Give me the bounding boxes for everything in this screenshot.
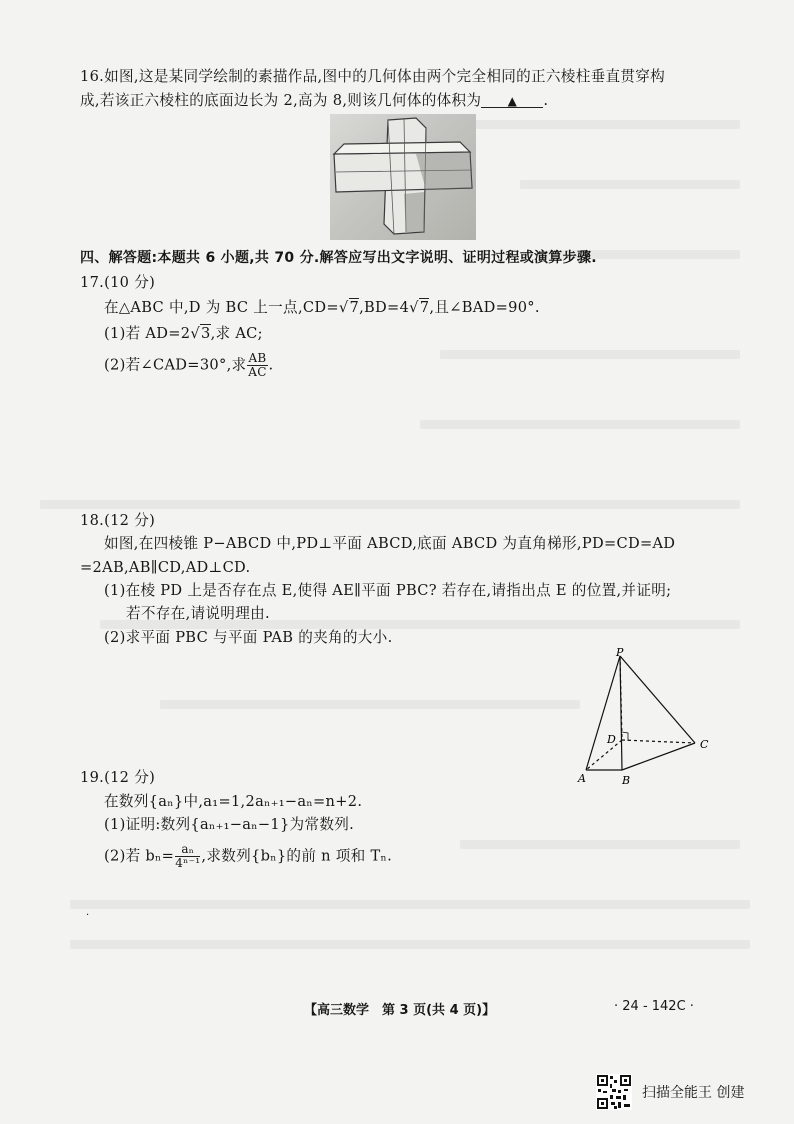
q18-part-2: (2)求平面 PBC 与平面 PAB 的夹角的大小. (104, 629, 393, 646)
q17-part2-a: (2)若∠CAD=30°,求 (104, 356, 247, 374)
page-footer: 【高三数学 第 3 页(共 4 页)】 (304, 1003, 496, 1018)
fraction-denominator: AC (248, 365, 267, 379)
sketch-photo (330, 114, 476, 240)
q19-part2-b: ,求数列{bₙ}的前 n 项和 Tₙ. (201, 847, 393, 865)
q18-part-1-line-2: 若不存在,请说明理由. (126, 605, 270, 622)
label-c: C (700, 738, 709, 751)
sqrt-3: 3 (200, 325, 211, 342)
q19-header: 19.(12 分) (80, 769, 156, 786)
q17-part-2 (104, 352, 273, 379)
label-p: P (616, 646, 624, 659)
blank-mark: ▲ (507, 94, 518, 108)
q17-part1-b: ,求 AC; (210, 325, 263, 342)
answer-blank (481, 90, 543, 108)
q19-part-2 (104, 843, 392, 870)
pyramid-figure (560, 646, 720, 791)
q18-header: 18.(12 分) (80, 512, 156, 529)
label-d: D (607, 733, 616, 746)
paper-code: · 24 - 142C · (614, 999, 694, 1014)
q17-stem: 在△ABC 中,D 为 BC 上一点,CD=√7,BD=4√7,且∠BAD=90°. (104, 299, 540, 316)
fraction-numerator: aₙ (175, 843, 200, 857)
fraction-ab-ac (247, 352, 267, 379)
fraction-numerator: AB (248, 351, 267, 365)
q19-part2-a: (2)若 bₙ= (104, 847, 175, 865)
q17-part-1: (1)若 AD=2√3,求 AC; (104, 325, 263, 342)
q16-line-1: 16.如图,这是某同学绘制的素描作品,图中的几何体由两个完全相同的正六棱柱垂直贯穿构 (80, 68, 666, 85)
q16-suffix: . (543, 92, 549, 109)
q17-header: 17.(10 分) (80, 274, 156, 291)
qr-code-icon (596, 1074, 632, 1110)
fraction-an-4n (175, 843, 200, 870)
stray-mark: · (86, 910, 90, 921)
section-4-heading: 四、解答题:本题共 6 小题,共 70 分.解答应写出文字说明、证明过程或演算步骤. (80, 250, 597, 266)
q17-stem-b: ,BD=4 (359, 299, 410, 316)
q16-line-2 (80, 90, 548, 112)
q18-part-1-line-1: (1)在棱 PD 上是否存在点 E,使得 AE∥平面 PBC? 若存在,请指出点 E 的位置,并证明; (104, 582, 672, 599)
q16-stem: 成,若该正六棱柱的底面边长为 2,高为 8,则该几何体的体积为 (80, 92, 482, 109)
scanner-watermark: 扫描全能王 创建 (642, 1085, 745, 1101)
q17-part2-b: . (268, 356, 274, 374)
q18-stem-line-1: 如图,在四棱锥 P−ABCD 中,PD⊥平面 ABCD,底面 ABCD 为直角梯形,PD=CD=AD (104, 535, 676, 552)
fraction-denominator: 4ⁿ⁻¹ (175, 856, 201, 870)
label-a: A (578, 772, 586, 785)
q18-stem-line-2: =2AB,AB∥CD,AD⊥CD. (80, 559, 251, 576)
q17-stem-a: 在△ABC 中,D 为 BC 上一点,CD= (104, 299, 339, 316)
sqrt-7-b: 7 (419, 299, 430, 316)
q17-stem-c: ,且∠BAD=90°. (429, 299, 540, 316)
label-b: B (622, 774, 631, 787)
q19-stem: 在数列{aₙ}中,a₁=1,2aₙ₊₁−aₙ=n+2. (104, 793, 363, 810)
sqrt-7: 7 (349, 299, 360, 316)
q19-part-1: (1)证明:数列{aₙ₊₁−aₙ−1}为常数列. (104, 816, 355, 833)
hexagonal-prism-sketch (330, 114, 476, 240)
q17-part1-a: (1)若 AD=2 (104, 325, 191, 342)
